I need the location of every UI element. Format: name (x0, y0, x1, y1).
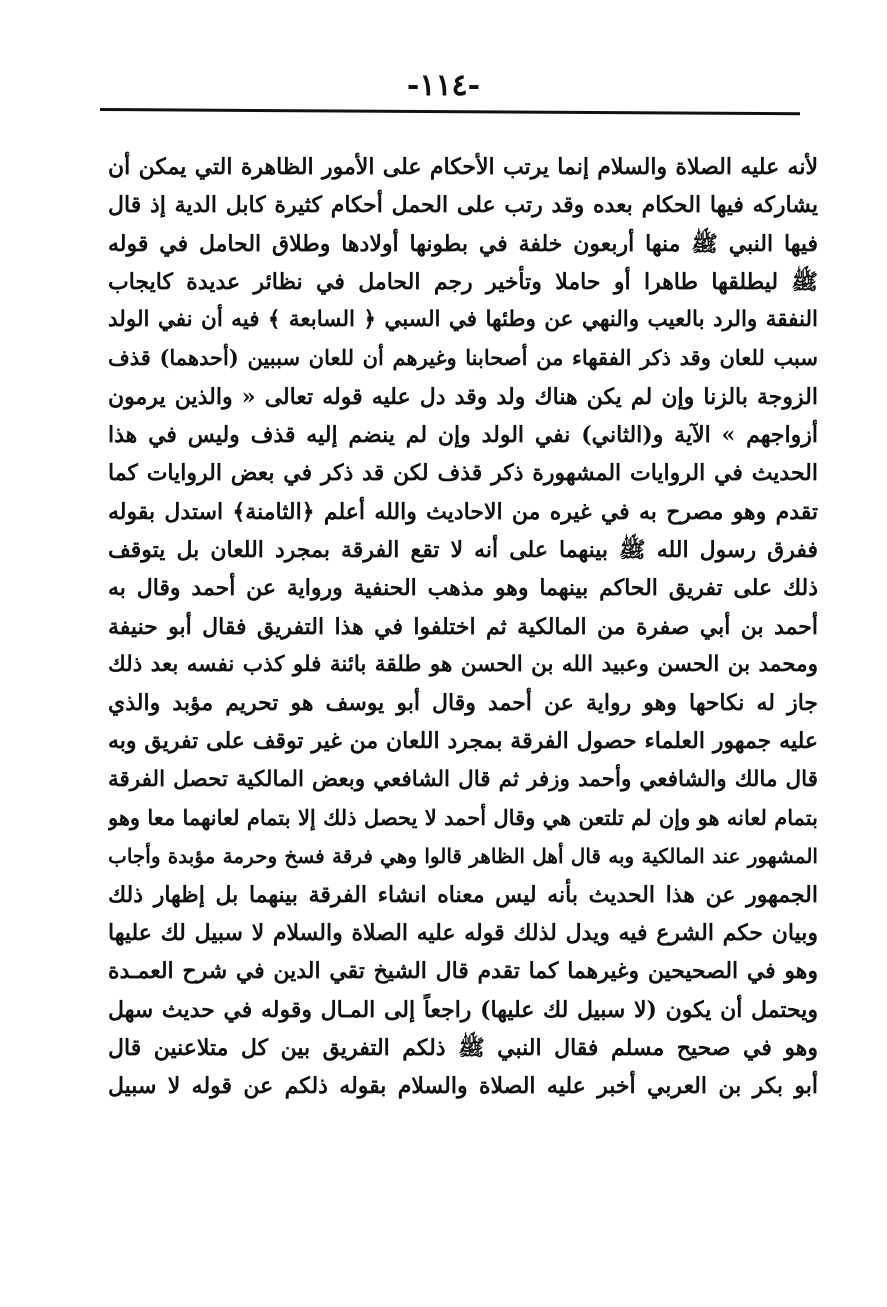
text-line: وبيان حكم الشرع فيه ويدل لذلك قوله عليه الصلاة والسلام لا سبيل لك عليها (108, 919, 818, 946)
text-line: وهو في صحيح مسلم فقال النبي ﷺ ذلكم التفريق بين كل متلاعنين قال (108, 1034, 818, 1061)
page-number: -١١٤- (406, 68, 481, 103)
text-line: أزواجهم » الآية و(الثاني) نفي الولد وإن لم ينضم إليه قذف وليس في هذا (108, 422, 818, 449)
text-line: الجمهور عن هذا الحديث بأنه ليس معناه انشاء الفرقة بينهما بل إظهار ذلك (108, 881, 818, 908)
text-line: الحديث في الروايات المشهورة ذكر قذف لكن قد ذكر في بعض الروايات كما (108, 460, 818, 487)
text-line: ﷺ ليطلقها طاهرا أو حاملا وتأخير رجم الحامل في نظائر عديدة كايجاب (108, 268, 818, 295)
text-line: الزوجة بالزنا وإن لم يكن هناك ولد وقد دل عليه قوله تعالى « والذين يرمون (108, 383, 818, 410)
text-line: ويحتمل أن يكون (لا سبيل لك عليها) راجعاً إلى المـال وقوله في حديث سهل (108, 996, 818, 1023)
text-line: ذلك على تفريق الحاكم بينهما وهو مذهب الحنفية ورواية عن أحمد وقال به (108, 575, 818, 602)
text-line: المشهور عند المالكية وبه قال أهل الظاهر قالوا وهي فرقة فسخ وحرمة مؤبدة وأجاب (108, 844, 818, 869)
header-rule (100, 108, 800, 115)
text-line: ففرق رسول الله ﷺ بينهما على أنه لا تقع الفرقة بمجرد اللعان بل يتوقف (108, 536, 818, 563)
text-line: بتمام لعانه هو وإن لم تلتعن هي وقال أحمد لا يحصل ذلك إلا بتمام لعانهما معا وهو (108, 805, 818, 831)
text-line: ومحمد بن الحسن وعبيد الله بن الحسن هو طلقة بائنة فلو كذب نفسه بعد ذلك (108, 651, 818, 677)
body-text (108, 148, 818, 1105)
text-line: عليه جمهور العلماء حصول الفرقة بمجرد اللعان من غير توقف على تفريق وبه (108, 728, 818, 755)
text-line: لأنه عليه الصلاة والسلام إنما يرتب الأحكام على الأمور الظاهرة التي يمكن أن (108, 154, 818, 180)
text-line: فيها النبي ﷺ منها أربعون خلفة في بطونها أولادها وطلاق الحامل في قوله (108, 230, 818, 257)
text-line: وهو في الصحيحين وغيرهما كما تقدم قال الشيخ تقي الدين في شرح العمـدة (108, 958, 818, 985)
text-line: قال مالك والشافعي وأحمد وزفر ثم قال الشافعي وبعض المالكية تحصل الفرقة (108, 766, 818, 792)
text-line: سبب للعان وقد ذكر الفقهاء من أصحابنا وغيرهم أن للعان سببين (أحدهما) قذف (108, 345, 818, 371)
text-line: يشاركه فيها الحكام بعده وقد رتب على الحمل أحكام كثيرة كابل الدية إذ قال (108, 192, 818, 219)
text-line: النفقة والرد بالعيب والنهي عن وطئها في السبي ﴿ السابعة ﴾ فيه أن نفي الولد (108, 307, 818, 333)
text-line: أبو بكر بن العربي أخبر عليه الصلاة والسلام بقوله ذلكم عن قوله لا سبيل (108, 1073, 818, 1100)
text-line: تقدم وهو مصرح به في غيره من الاحاديث والله أعلم ﴿الثامنة﴾ استدل بقوله (108, 498, 818, 525)
text-line: جاز له نكاحها وهو رواية عن أحمد وقال أبو يوسف هو تحريم مؤبد والذي (108, 690, 818, 717)
text-line: أحمد بن أبي صفرة من المالكية ثم اختلفوا في هذا التفريق فقال أبو حنيفة (108, 613, 818, 640)
